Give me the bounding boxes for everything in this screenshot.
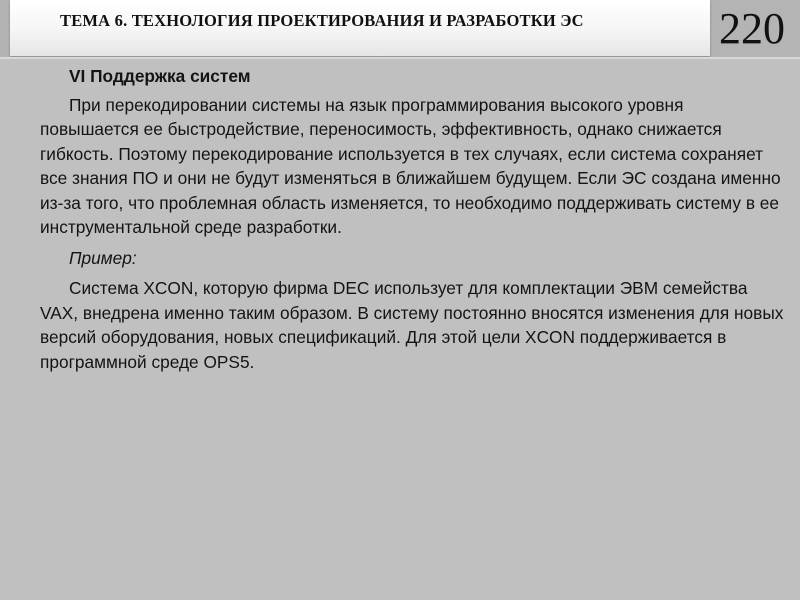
body-paragraph-1: При перекодировании системы на язык программирования высокого уровня повышается ее быстродействие, переносимость, эффективность, однако снижается гибкость. Поэтому перекодирование используется в тех случаях, если система сохраняет все знания ПО и они не будут изменяться в ближайшем будущем. Если ЭС создана именно из-за того, что проблемная область изменяется, то необходимо поддерживать систему в ее инструментальной среде разработки. (40, 94, 781, 237)
slide-content (40, 64, 785, 380)
slide-title: ТЕМА 6. ТЕХНОЛОГИЯ ПРОЕКТИРОВАНИЯ И РАЗРАБОТКИ ЭС (60, 11, 584, 30)
page-number: 220 (719, 4, 785, 53)
header-box (10, 0, 710, 56)
example-label: Пример: (69, 247, 137, 268)
header-divider (0, 57, 800, 59)
section-heading: VI Поддержка систем (69, 66, 251, 86)
body-paragraph-2: Система XCON, которую фирма DEC использует для комплектации ЭВМ семейства VAX, внедрена именно таким образом. В систему постоянно вносятся изменения для новых версий оборудования, новых спецификаций. Для этой цели XCON поддерживается в программной среде OPS5. (40, 278, 784, 372)
